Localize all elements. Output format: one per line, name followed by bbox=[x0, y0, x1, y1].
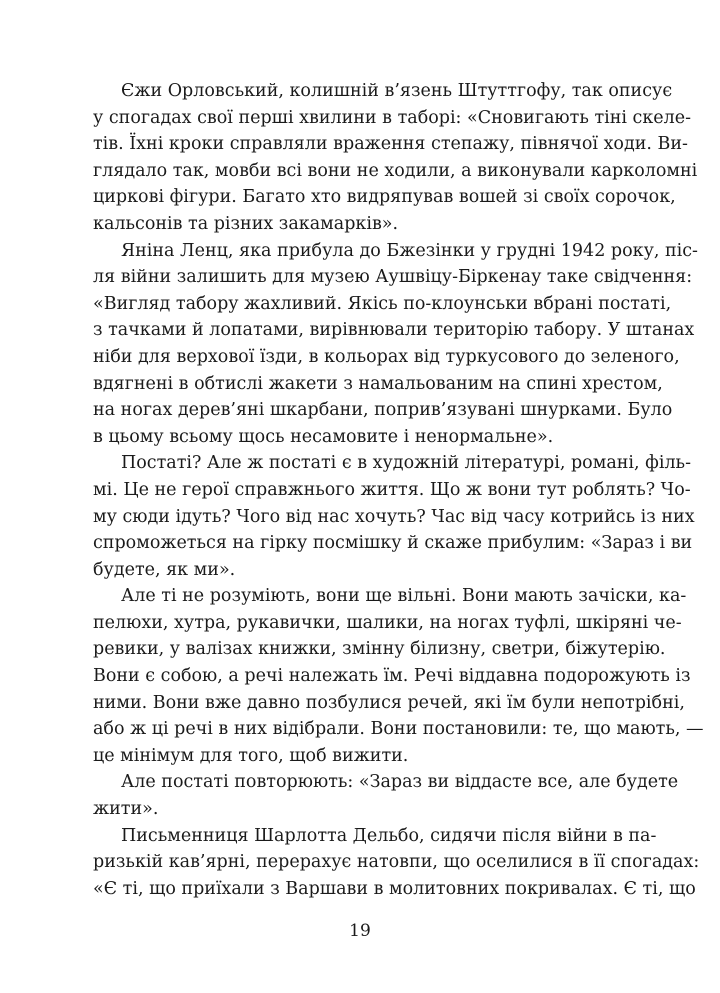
text-line: ними. Вони вже давно позбулися речей, які їм були непотрібні, bbox=[93, 692, 685, 713]
text-line: в цьому всьому щось несамовите і ненормальне». bbox=[93, 426, 554, 447]
text-line: «Вигляд табору жахливий. Якісь по-клоунськи вбрані постаті, bbox=[93, 293, 672, 314]
text-line: спроможеться на гірку посмішку й скаже прибулим: «Зараз і ви bbox=[93, 533, 693, 554]
body-text bbox=[93, 78, 704, 902]
text-line: «Є ті, що приїхали з Варшави в молитовних покривалах. Є ті, що bbox=[93, 878, 696, 899]
text-line: Вони є собою, а речі належать їм. Речі віддавна подорожують із bbox=[93, 666, 691, 687]
paragraph bbox=[93, 78, 698, 238]
text-line: ля війни залишить для музею Аушвіцу-Біркенау таке свідчення: bbox=[93, 267, 693, 288]
text-line: будете, як ми». bbox=[93, 559, 236, 580]
text-line: Яніна Ленц, яка прибула до Бжезінки у грудні 1942 року, піс- bbox=[121, 240, 698, 261]
text-line: пелюхи, хутра, рукавички, шалики, на ногах туфлі, шкіряні че- bbox=[93, 612, 682, 633]
text-line: з тачками й лопатами, вирівнювали територію табору. У штанах bbox=[93, 320, 695, 341]
text-line: ризькій кав’ярні, перерахує натовпи, що оселилися в її спогадах: bbox=[93, 852, 700, 873]
text-line: циркові фігури. Багато хто видряпував вошей зі своїх сорочок, bbox=[93, 187, 676, 208]
text-line: глядало так, мовби всі вони не ходили, а виконували карколомні bbox=[93, 160, 698, 181]
paragraph bbox=[93, 583, 704, 769]
text-line: це мінімум для того, щоб вижити. bbox=[93, 745, 409, 766]
text-line: Єжи Орловський, колишній в’язень Штуттгофу, так описує bbox=[121, 81, 673, 101]
paragraph bbox=[93, 823, 700, 903]
text-line: тів. Їхні кроки справляли враження степажу, півнячої ходи. Ви- bbox=[93, 134, 688, 155]
text-line: Але постаті повторюють: «Зараз ви віддасте все, але будете bbox=[121, 772, 679, 793]
text-line: жити». bbox=[93, 799, 159, 820]
text-line: Письменниця Шарлотта Дельбо, сидячи після війни в па- bbox=[121, 825, 657, 846]
paragraph bbox=[93, 769, 679, 822]
text-line: ніби для верхової їзди, в кольорах від туркусового до зеленого, bbox=[93, 346, 680, 367]
text-line: му сюди ідуть? Чого від нас хочуть? Час від часу котрийсь із них bbox=[93, 506, 695, 527]
text-line: вдягнені в обтислі жакети з намальованим на спині хрестом, bbox=[93, 373, 663, 394]
paragraph bbox=[93, 450, 695, 583]
text-line: Але ті не розуміють, вони ще вільні. Вони мають зачіски, ка- bbox=[121, 586, 687, 607]
text-line: або ж ці речі в них відібрали. Вони постановили: те, що мають, — bbox=[93, 719, 704, 740]
text-line: Постаті? Але ж постаті є в художній літературі, романі, філь- bbox=[121, 453, 691, 474]
text-line: ревики, у валізах книжки, змінну білизну, светри, біжутерію. bbox=[93, 639, 666, 660]
page-number: 19 bbox=[349, 921, 371, 941]
text-line: мі. Це не герої справжнього життя. Що ж вони тут роблять? Чо- bbox=[93, 479, 691, 500]
text-line: кальсонів та різних закамарків». bbox=[93, 213, 399, 234]
text-line: на ногах дерев’яні шкарбани, поприв’язувані шнурками. Було bbox=[93, 400, 673, 421]
paragraph bbox=[93, 238, 698, 451]
text-line: у спогадах свої перші хвилини в таборі: «Сновигають тіні скеле- bbox=[93, 107, 692, 128]
